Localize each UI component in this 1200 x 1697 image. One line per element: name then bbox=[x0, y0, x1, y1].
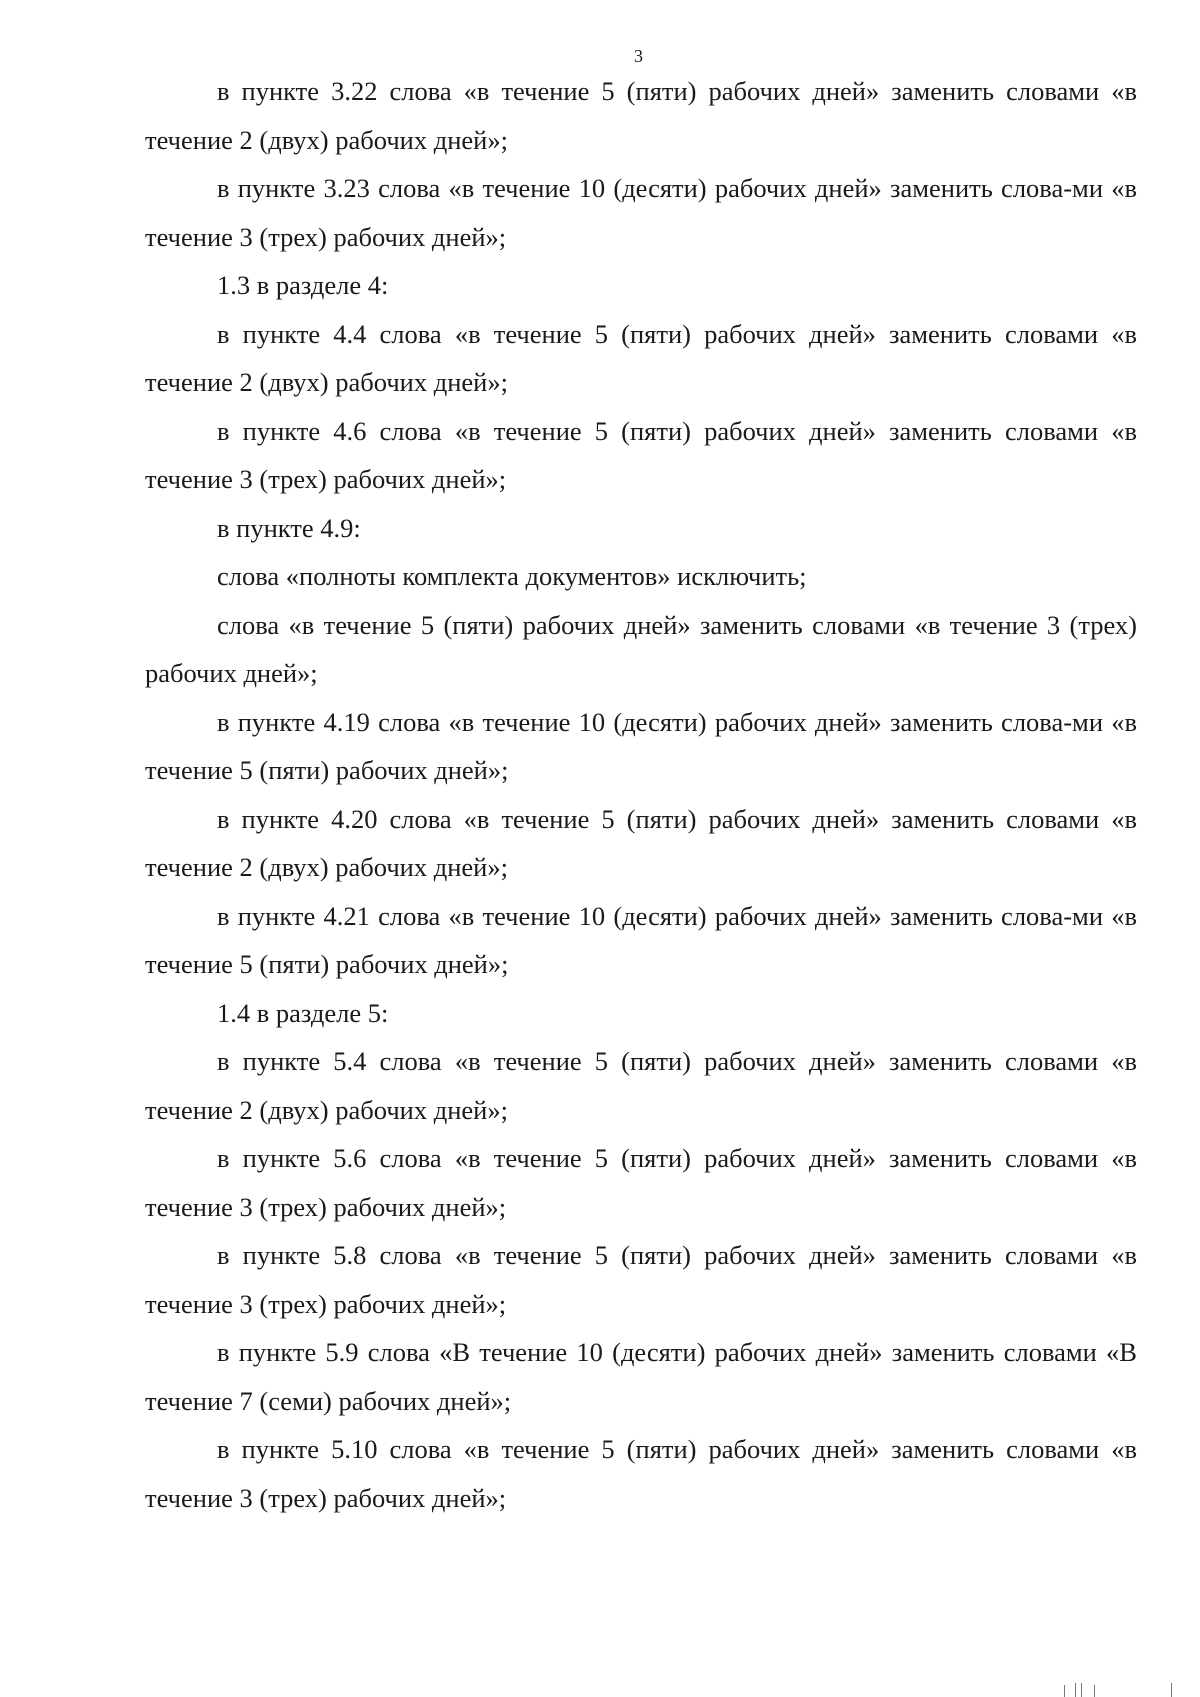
scan-mark bbox=[1075, 1683, 1076, 1697]
paragraph: в пункте 5.9 слова «В течение 10 (десяти) рабочих дней» заменить словами «В течение 7 (семи) рабочих дней»; bbox=[145, 1337, 1137, 1416]
paragraph: в пункте 3.23 слова «в течение 10 (десяти) рабочих дней» заменить слова-ми «в течение 3 (трех) рабочих дней»; bbox=[145, 173, 1137, 252]
paragraph: слова «в течение 5 (пяти) рабочих дней» заменить словами «в течение 3 (трех) рабочих дней»; bbox=[145, 609, 1137, 688]
scan-mark bbox=[1171, 1683, 1172, 1697]
paragraph: в пункте 3.22 слова «в течение 5 (пяти) рабочих дней» заменить словами «в течение 2 (двух) рабочих дней»; bbox=[145, 76, 1137, 155]
scan-mark bbox=[1094, 1685, 1095, 1697]
paragraph: в пункте 4.21 слова «в течение 10 (десяти) рабочих дней» заменить слова-ми «в течение 5 (пяти) рабочих дней»; bbox=[145, 900, 1137, 979]
paragraph: в пункте 4.20 слова «в течение 5 (пяти) рабочих дней» заменить словами «в течение 2 (двух) рабочих дней»; bbox=[145, 803, 1137, 882]
paragraph: в пункте 5.10 слова «в течение 5 (пяти) рабочих дней» заменить словами «в течение 3 (трех) рабочих дней»; bbox=[145, 1434, 1137, 1513]
paragraph: слова «полноты комплекта документов» исключить; bbox=[217, 561, 807, 591]
paragraph: в пункте 4.4 слова «в течение 5 (пяти) рабочих дней» заменить словами «в течение 2 (двух) рабочих дней»; bbox=[145, 318, 1137, 397]
paragraph: в пункте 5.6 слова «в течение 5 (пяти) рабочих дней» заменить словами «в течение 3 (трех) рабочих дней»; bbox=[145, 1143, 1137, 1222]
paragraph: в пункте 5.4 слова «в течение 5 (пяти) рабочих дней» заменить словами «в течение 2 (двух) рабочих дней»; bbox=[145, 1046, 1137, 1125]
paragraph: в пункте 5.8 слова «в течение 5 (пяти) рабочих дней» заменить словами «в течение 3 (трех) рабочих дней»; bbox=[145, 1240, 1137, 1319]
section-heading: 1.4 в разделе 5: bbox=[217, 997, 389, 1028]
document-body bbox=[145, 67, 1137, 1522]
paragraph: в пункте 4.6 слова «в течение 5 (пяти) рабочих дней» заменить словами «в течение 3 (трех) рабочих дней»; bbox=[145, 415, 1137, 494]
section-heading: 1.3 в разделе 4: bbox=[217, 270, 389, 300]
paragraph: в пункте 4.9: bbox=[217, 512, 361, 543]
paragraph: в пункте 4.19 слова «в течение 10 (десяти) рабочих дней» заменить слова-ми «в течение 5 (пяти) рабочих дней»; bbox=[145, 706, 1137, 785]
scan-mark bbox=[1064, 1685, 1065, 1697]
page-number: 3 bbox=[634, 46, 643, 66]
scan-mark bbox=[1081, 1683, 1082, 1697]
